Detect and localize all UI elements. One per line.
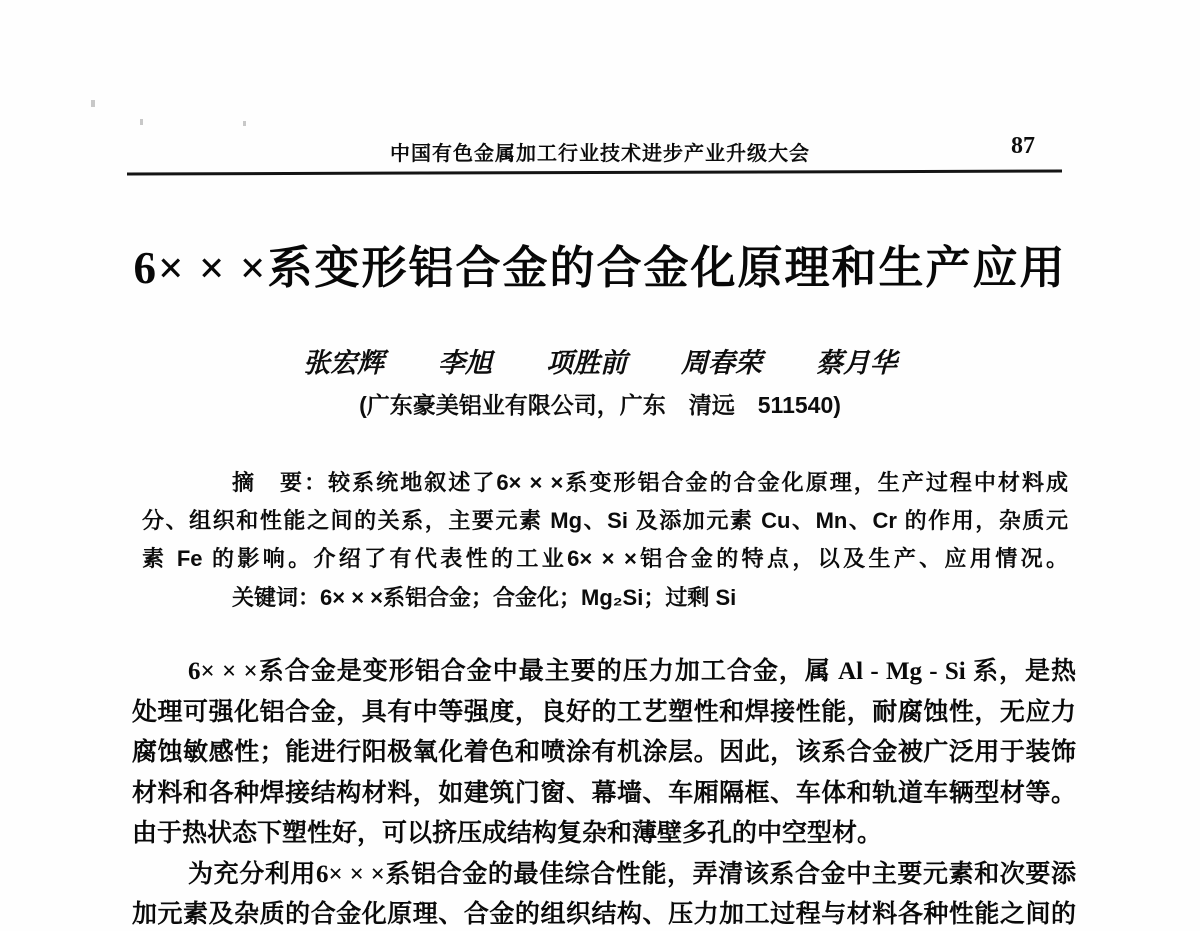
paper-title: 6× × ×系变形铝合金的合金化原理和生产应用 [133, 243, 1067, 293]
body-paragraph-2-line-1: 为充分利用6× × ×系铝合金的最佳综合性能，弄清该系合金中主要元素和次要添 [188, 860, 1076, 888]
abstract-line-1-text: 较系统地叙述了6× × ×系变形铝合金的合金化原理，生产过程中材料成 [328, 470, 1068, 495]
body-paragraph-1-line-1: 6× × ×系合金是变形铝合金中最主要的压力加工合金，属 Al - Mg - Si 系，是热 [188, 658, 1076, 685]
keywords-label: 关键词： [232, 585, 321, 610]
abstract-label: 摘 要： [232, 470, 329, 495]
authors-line: 张宏辉 李旭 项胜前 周春荣 蔡月华 [303, 348, 897, 378]
scan-speck [140, 119, 143, 125]
body-paragraph-1-line-2: 处理可强化铝合金，具有中等强度，良好的工艺塑性和焊接性能，耐腐蚀性，无应力 [132, 698, 1076, 726]
body-paragraph-1-line-5: 由于热状态下塑性好，可以挤压成结构复杂和薄壁多孔的中空型材。 [132, 820, 883, 847]
keywords-text: 6× × ×系铝合金；合金化；Mg₂Si；过剩 Si [320, 585, 737, 610]
scan-speck [91, 100, 95, 107]
running-header-conference-title: 中国有色金属加工行业技术进步产业升级大会 [390, 143, 810, 165]
body-paragraph-1-line-4: 材料和各种焊接结构材料，如建筑门窗、幕墙、车厢隔框、车体和轨道车辆型材等。 [132, 779, 1076, 807]
scan-speck [243, 121, 246, 126]
abstract-line-2: 分、组织和性能之间的关系，主要元素 Mg、Si 及添加元素 Cu、Mn、Cr 的作用，杂质元 [142, 508, 1068, 533]
abstract-line-1 [142, 464, 1068, 502]
body-paragraph-1-line-3: 腐蚀敏感性；能进行阳极氧化着色和喷涂有机涂层。因此，该系合金被广泛用于装饰 [132, 739, 1076, 766]
abstract-line-3: 素 Fe 的影响。介绍了有代表性的工业6× × ×铝合金的特点，以及生产、应用情况。 [142, 546, 1068, 571]
keywords-line [142, 579, 1068, 617]
page-number: 87 [1011, 133, 1035, 159]
affiliation-line: (广东豪美铝业有限公司，广东 清远 511540) [359, 392, 841, 418]
abstract-section [142, 464, 1068, 617]
header-rule [127, 170, 1062, 176]
body-paragraph-2-line-2: 加元素及杂质的合金化原理、合金的组织结构、压力加工过程与材料各种性能之间的 [132, 901, 1076, 928]
body-section [132, 652, 1076, 931]
